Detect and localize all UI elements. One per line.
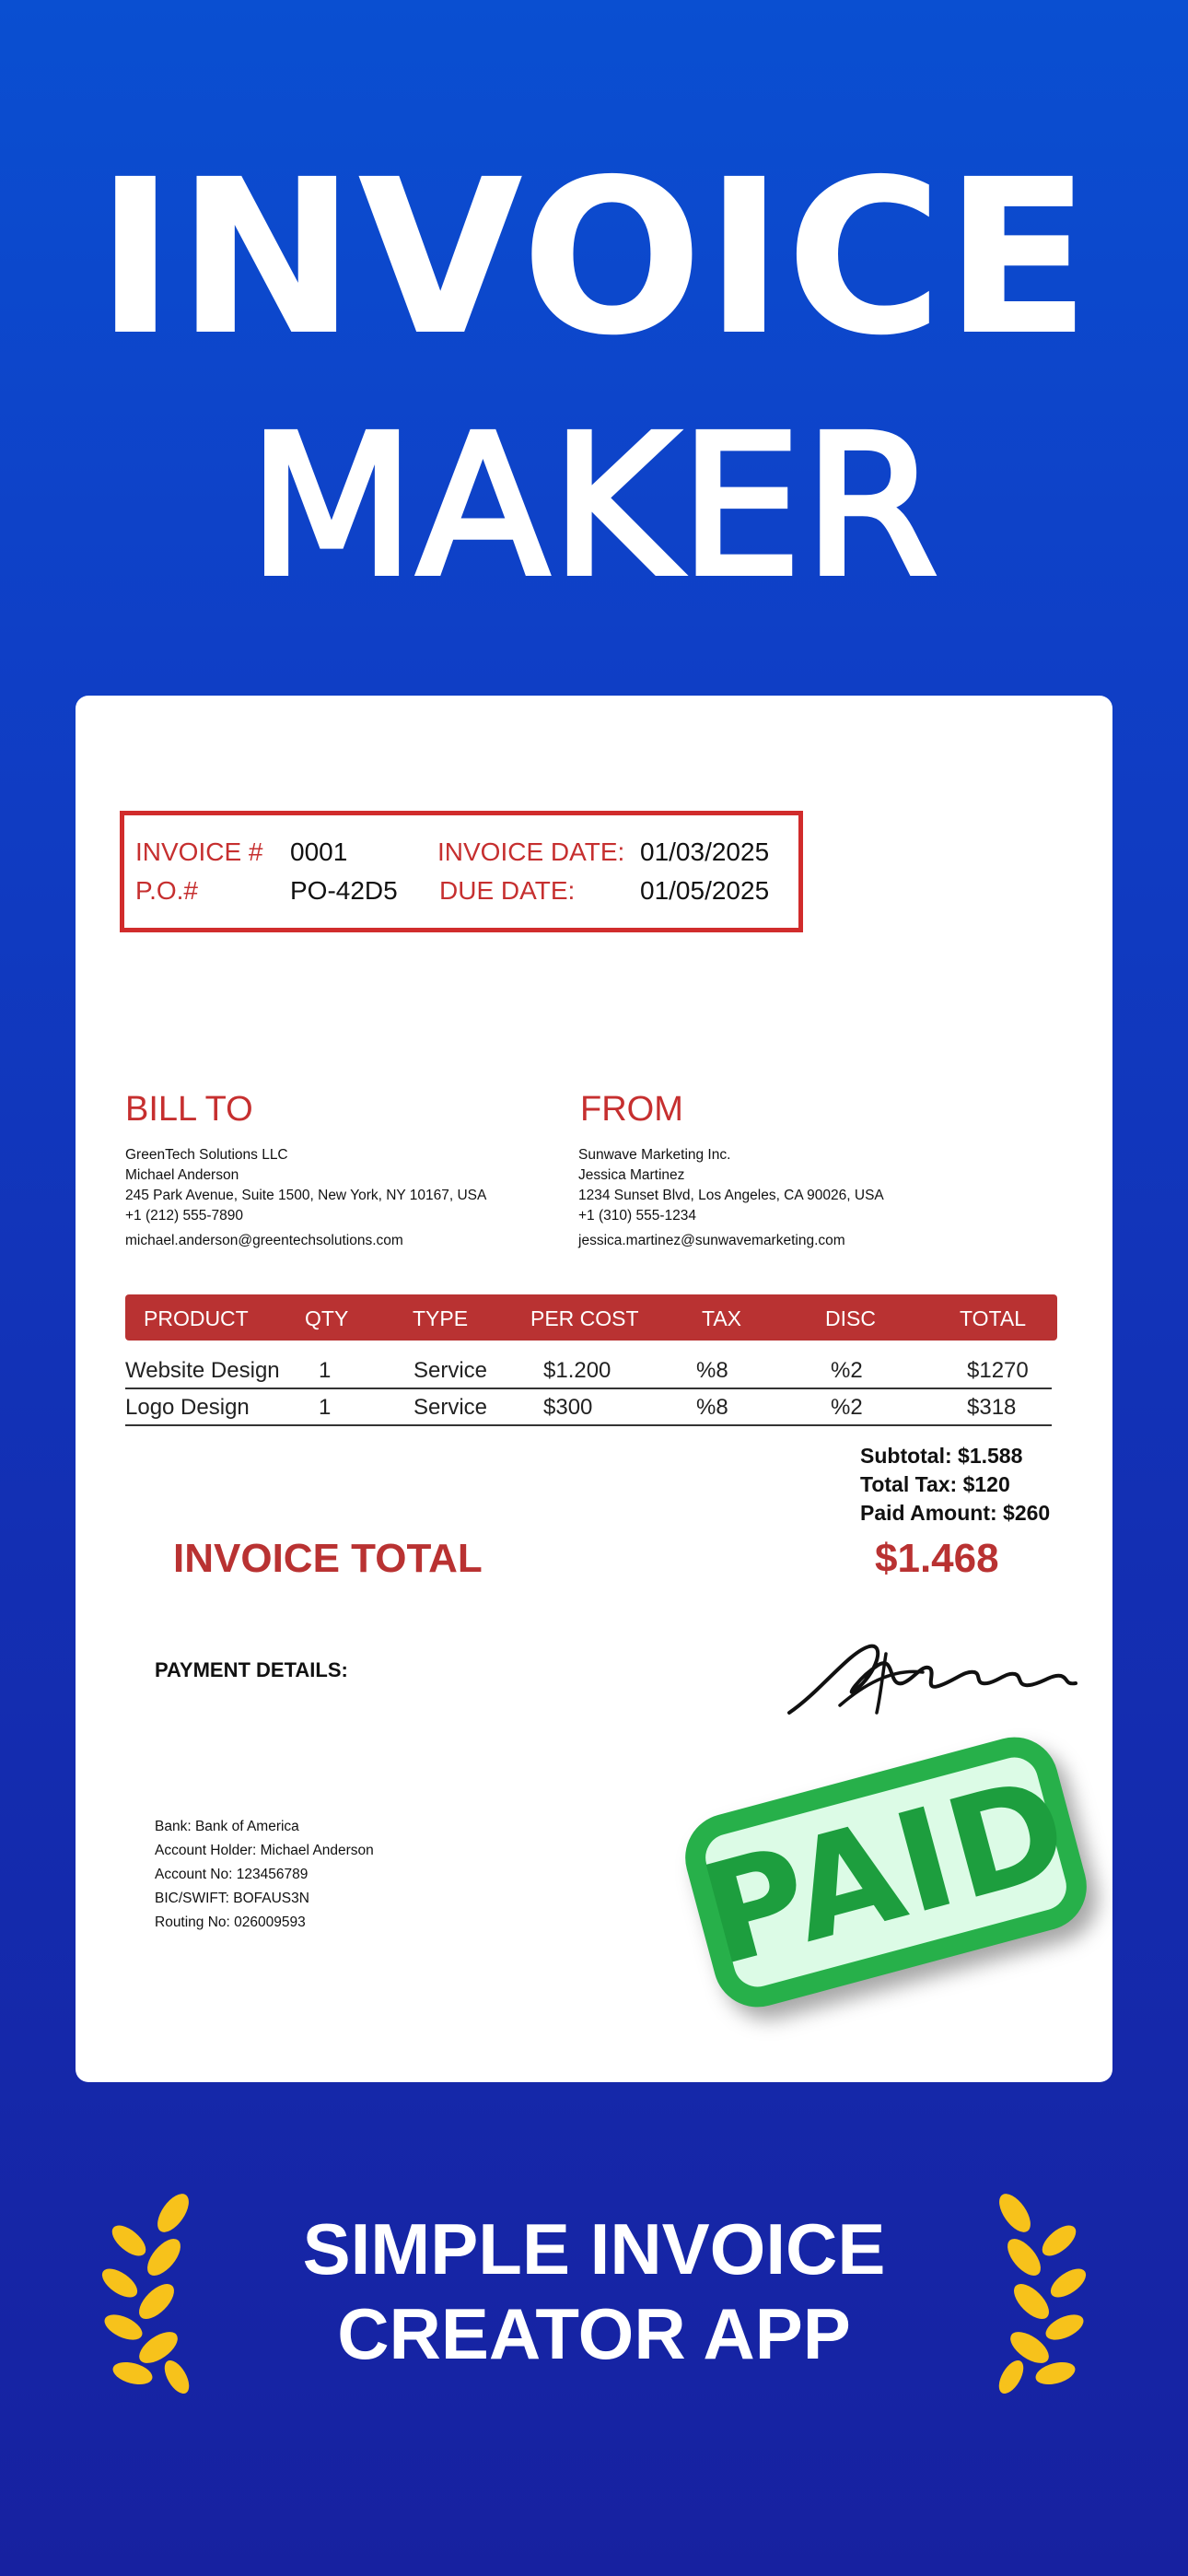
invoice-date-value: 01/03/2025	[640, 837, 770, 866]
table-header	[125, 1294, 1057, 1341]
hero-title-line-1: INVOICE	[95, 134, 1093, 382]
bill-to-phone: +1 (212) 555-7890	[125, 1208, 243, 1224]
bill-to-name: Michael Anderson	[125, 1167, 239, 1183]
cell-total: $1270	[967, 1358, 1029, 1383]
due-date-label: DUE DATE:	[439, 876, 576, 905]
bill-to-email: michael.anderson@greentechsolutions.com	[125, 1233, 403, 1248]
th-tax: TAX	[702, 1306, 742, 1330]
invoice-meta-box	[120, 811, 803, 932]
tagline-line-1: SIMPLE INVOICE	[302, 2208, 886, 2289]
from-company: Sunwave Marketing Inc.	[578, 1147, 731, 1163]
cell-type: Service	[413, 1395, 488, 1420]
cell-product: Logo Design	[125, 1395, 250, 1420]
bill-to-heading: BILL TO	[125, 1090, 253, 1129]
paid-stamp-label: PAID	[687, 1747, 1085, 1997]
hero-title-line-2: MAKER	[248, 393, 940, 619]
cell-total: $318	[967, 1395, 1017, 1420]
totals-summary	[860, 1442, 1050, 1528]
cell-type: Service	[413, 1358, 488, 1383]
tagline-line-2: CREATOR APP	[337, 2293, 851, 2374]
signature-icon	[785, 1617, 1171, 1737]
due-date-value: 01/05/2025	[640, 876, 770, 905]
from-heading: FROM	[580, 1090, 683, 1129]
from-name: Jessica Martinez	[578, 1167, 685, 1183]
from-phone: +1 (310) 555-1234	[578, 1208, 696, 1224]
cell-tax: %8	[696, 1358, 728, 1383]
payment-details-heading: PAYMENT DETAILS:	[155, 1658, 348, 1681]
th-per-cost: PER COST	[530, 1306, 639, 1330]
cell-qty: 1	[319, 1395, 332, 1420]
bank-name: Bank: Bank of America	[155, 1819, 299, 1834]
swift-code: BIC/SWIFT: BOFAUS3N	[155, 1891, 309, 1906]
th-total: TOTAL	[960, 1306, 1026, 1330]
subtotal: Subtotal: $1.588	[860, 1444, 1023, 1468]
table-row	[125, 1354, 1052, 1389]
cell-disc: %2	[831, 1395, 863, 1420]
paid-stamp	[675, 1727, 1096, 2017]
invoice-total-label: INVOICE TOTAL	[173, 1536, 483, 1581]
routing-number: Routing No: 026009593	[155, 1914, 306, 1930]
account-number: Account No: 123456789	[155, 1867, 309, 1882]
from-email: jessica.martinez@sunwavemarketing.com	[578, 1233, 845, 1248]
bill-to-address	[125, 1145, 486, 1251]
from-address	[578, 1145, 884, 1251]
cell-disc: %2	[831, 1358, 863, 1383]
th-qty: QTY	[305, 1306, 349, 1330]
invoice-number-label: INVOICE #	[135, 837, 263, 866]
po-label: P.O.#	[135, 876, 198, 905]
th-type: TYPE	[413, 1306, 469, 1330]
table-row	[125, 1391, 1052, 1426]
account-holder: Account Holder: Michael Anderson	[155, 1843, 374, 1858]
th-product: PRODUCT	[144, 1306, 249, 1330]
po-value: PO-42D5	[290, 876, 398, 905]
cell-product: Website Design	[125, 1358, 280, 1383]
cell-qty: 1	[319, 1358, 332, 1383]
from-street: 1234 Sunset Blvd, Los Angeles, CA 90026, USA	[578, 1188, 884, 1203]
total-tax: Total Tax: $120	[860, 1472, 1010, 1496]
payment-details	[155, 1815, 374, 1935]
th-disc: DISC	[825, 1306, 876, 1330]
paid-amount: Paid Amount: $260	[860, 1501, 1051, 1525]
cell-tax: %8	[696, 1395, 728, 1420]
cell-per-cost: $1.200	[543, 1358, 611, 1383]
invoice-date-label: INVOICE DATE:	[437, 837, 625, 866]
bill-to-company: GreenTech Solutions LLC	[125, 1147, 288, 1163]
bill-to-street: 245 Park Avenue, Suite 1500, New York, NY 10167, USA	[125, 1188, 487, 1203]
invoice-number-value: 0001	[290, 837, 348, 866]
cell-per-cost: $300	[543, 1395, 593, 1420]
invoice-total-value: $1.468	[875, 1536, 999, 1581]
invoice-card	[76, 696, 1112, 2082]
